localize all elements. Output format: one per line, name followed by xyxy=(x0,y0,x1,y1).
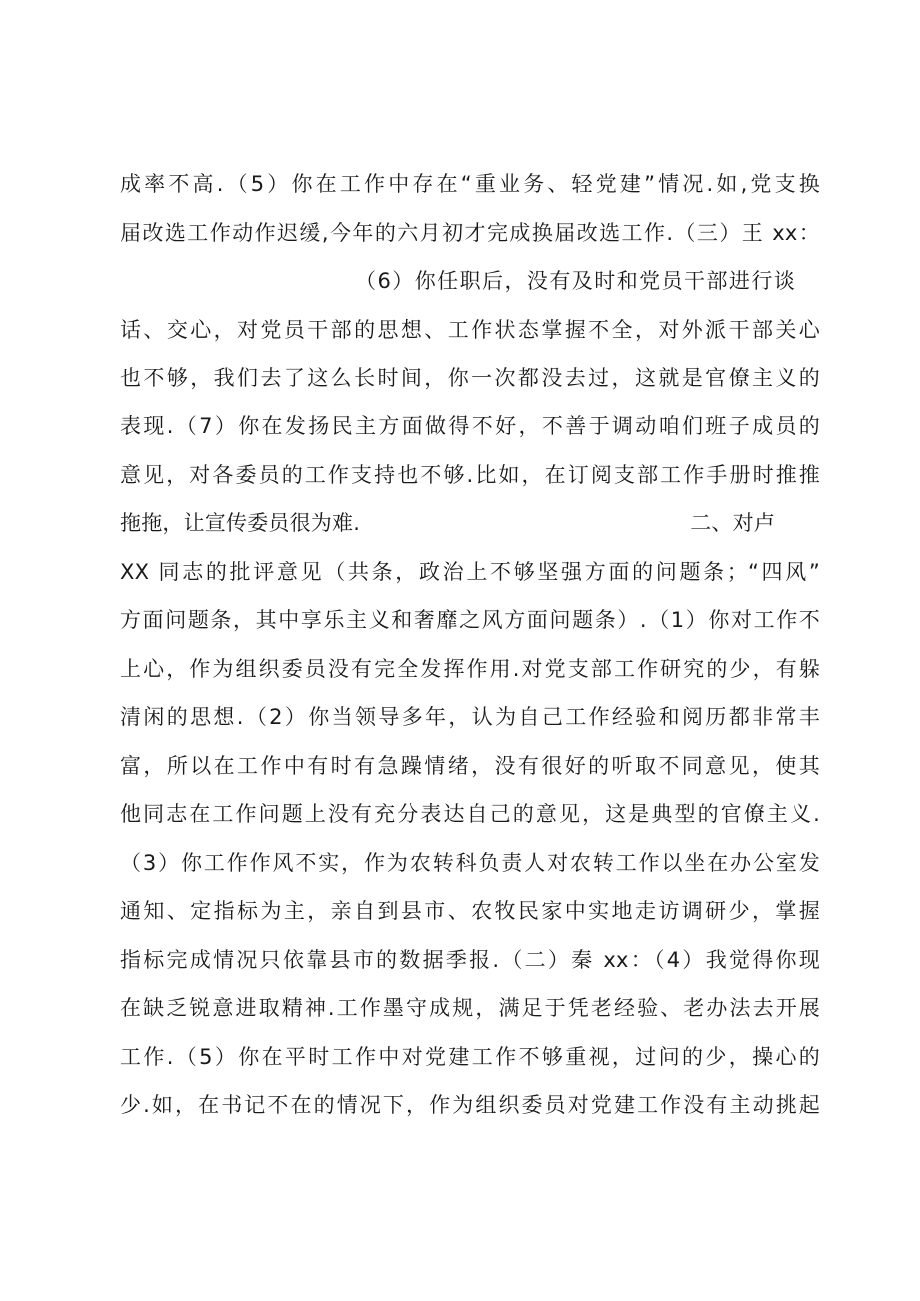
text-line: 指标完成情况只依靠县市的数据季报.（二）秦 xx：（4）我觉得你现 xyxy=(120,948,820,972)
text-line: 通知、定指标为主，亲自到县市、农牧民家中实地走访调研少，掌握 xyxy=(120,899,820,923)
text-line: （6）你任职后，没有及时和党员干部进行谈 xyxy=(355,269,795,293)
text-line: 他同志在工作问题上没有充分表达自己的意见，这是典型的官僚主义. xyxy=(120,802,820,826)
text-line: 届改选工作动作迟缓,今年的六月初才完成换届改选工作.（三）王 xx： xyxy=(120,221,820,245)
text-line-split xyxy=(120,509,775,537)
text-line: 上心，作为组织委员没有完全发挥作用.对党支部工作研究的少，有躲 xyxy=(120,657,820,681)
text-line: 在缺乏锐意进取精神.工作墨守成规，满足于凭老经验、老办法去开展 xyxy=(120,996,820,1020)
text-line: 也不够，我们去了这么长时间，你一次都没去过，这就是官僚主义的 xyxy=(120,366,820,390)
text-line: 方面问题条，其中享乐主义和奢靡之风方面问题条）.（1）你对工作不 xyxy=(120,608,820,632)
text-line: 清闲的思想.（2）你当领导多年，认为自己工作经验和阅历都非常丰 xyxy=(120,705,820,729)
text-line: XX 同志的批评意见（共条，政治上不够坚强方面的问题条；“四风” xyxy=(120,560,820,584)
text-line: （3）你工作作风不实，作为农转科负责人对农转工作以坐在办公室发 xyxy=(120,851,820,875)
text-line: 富，所以在工作中有时有急躁情绪，没有很好的听取不同意见，使其 xyxy=(120,754,820,778)
text-line: 意见，对各委员的工作支持也不够.比如，在订阅支部工作手册时推推 xyxy=(120,463,820,487)
text-line: 话、交心，对党员干部的思想、工作状态掌握不全，对外派干部关心 xyxy=(120,318,820,342)
text-line: 表现.（7）你在发扬民主方面做得不好，不善于调动咱们班子成员的 xyxy=(120,414,820,438)
text-line: 工作.（5）你在平时工作中对党建工作不够重视，过问的少，操心的 xyxy=(120,1045,820,1069)
text-line-left: 拖拖，让宣传委员很为难. xyxy=(120,511,361,535)
text-line: 少.如，在书记不在的情况下，作为组织委员对党建工作没有主动挑起 xyxy=(120,1093,820,1117)
text-line: 成率不高.（5）你在工作中存在“重业务、轻党建”情况.如,党支换 xyxy=(120,172,820,196)
section-heading: 二、对卢 xyxy=(690,511,775,535)
